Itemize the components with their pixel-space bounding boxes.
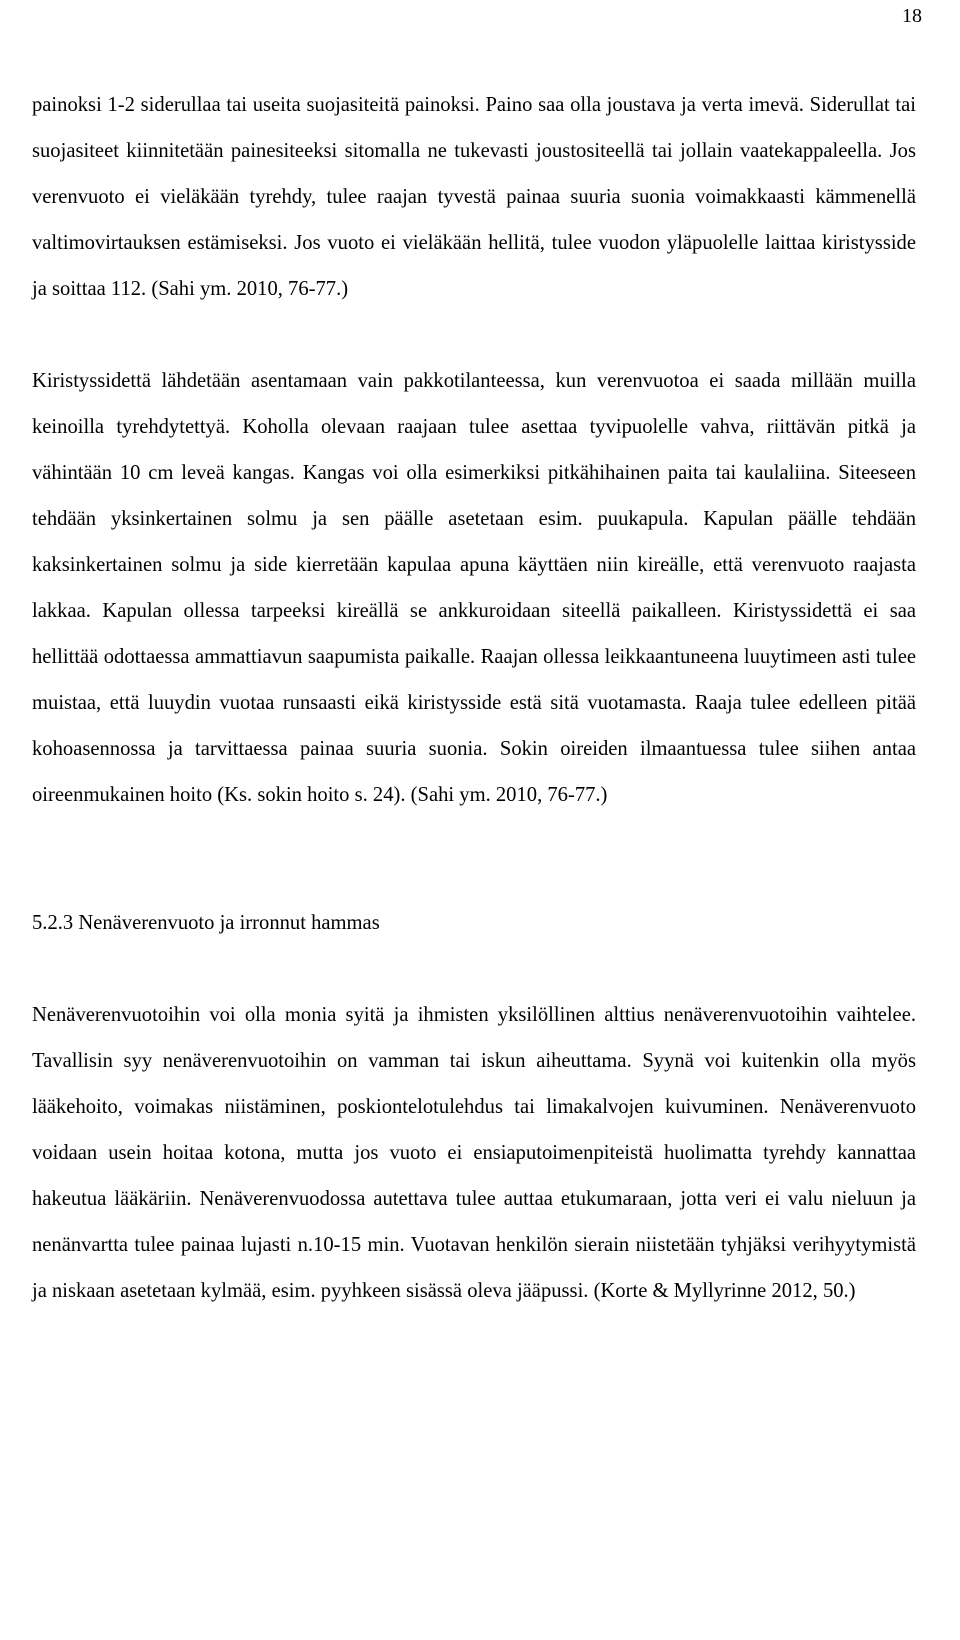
paragraph-pressure-bandage: painoksi 1-2 siderullaa tai useita suojasiteitä painoksi. Paino saa olla joustava ja verta imevä. Siderullat tai suojasiteet kiinnitetään painesiteeksi sitomalla ne tukevasti joustositeellä tai jollain vaatekappaleella. Jos verenvuoto ei vieläkään tyrehdy, tulee raajan tyvestä painaa suuria suonia voimakkaasti kämmenellä valtimovirtauksen estämiseksi. Jos vuoto ei vieläkään hellitä, tulee vuodon yläpuolelle laittaa kiristysside ja soittaa 112. (Sahi ym. 2010, 76-77.) (32, 94, 916, 300)
paragraph-tourniquet: Kiristyssidettä lähdetään asentamaan vain pakkotilanteessa, kun verenvuotoa ei saada millään muilla keinoilla tyrehdytettyä. Koholla olevaan raajaan tulee asettaa tyvipuolelle vahva, riittävän pitkä ja vähintään 10 cm leveä kangas. Kangas voi olla esimerkiksi pitkähihainen paita tai kaulaliina. Siteeseen tehdään yksinkertainen solmu ja sen päälle asetetaan esim. puukapula. Kapulan päälle tehdään kaksinkertainen solmu ja side kierretään kapulaa apuna käyttäen niin kireälle, että verenvuoto raajasta lakkaa. Kapulan ollessa tarpeeksi kireällä se ankkuroidaan siteellä paikalleen. Kiristyssidettä ei saa hellittää odottaessa ammattiavun saapumista paikalle. Raajan ollessa leikkaantuneena luuytimeen asti tulee muistaa, että luuydin vuotaa runsaasti eikä kiristysside estä sitä vuotamasta. Raaja tulee edelleen pitää kohoasennossa ja tarvittaessa painaa suuria suonia. Sokin oireiden ilmaantuessa tulee siihen antaa oireenmukainen hoito (Ks. sokin hoito s. 24). (Sahi ym. 2010, 76-77.) (32, 370, 916, 806)
document-body (32, 82, 916, 1314)
paragraph-nosebleed: Nenäverenvuotoihin voi olla monia syitä ja ihmisten yksilöllinen alttius nenäverenvuotoihin vaihtelee. Tavallisin syy nenäverenvuotoihin on vamman tai iskun aiheuttama. Syynä voi kuitenkin olla myös lääkehoito, voimakas niistäminen, poskiontelotulehdus tai limakalvojen kuivuminen. Nenäverenvuoto voidaan usein hoitaa kotona, mutta jos vuoto ei ensiaputoimenpiteistä huolimatta tyrehdy kannattaa hakeutua lääkäriin. Nenäverenvuodossa autettava tulee auttaa etukumaraan, jotta veri ei valu nieluun ja nenänvartta tulee painaa lujasti n.10-15 min. Vuotavan henkilön sierain niistetään tyhjäksi verihyytymistä ja niskaan asetetaan kylmää, esim. pyyhkeen sisässä oleva jääpussi. (Korte & Myllyrinne 2012, 50.) (32, 1004, 916, 1302)
page-number: 18 (902, 5, 922, 27)
section-heading: 5.2.3 Nenäverenvuoto ja irronnut hammas (32, 912, 380, 934)
